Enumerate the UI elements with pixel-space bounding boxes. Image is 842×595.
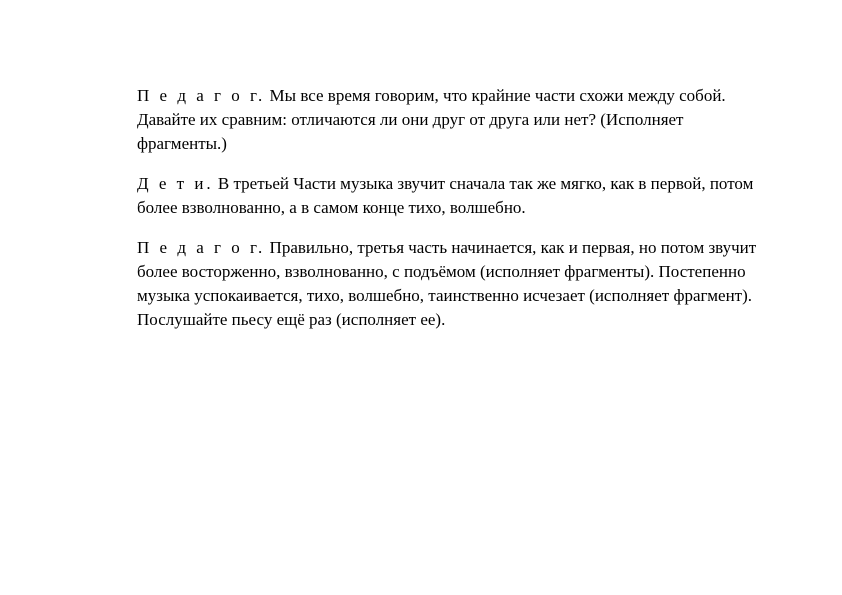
- speaker-label: П е д а г о г.: [137, 86, 266, 105]
- speaker-label: Д е т и.: [137, 174, 214, 193]
- paragraph-text: Правильно, третья часть начинается, как и первая, но потом звучит более восторженно, взволнованно, с подъёмом (исполняет фрагменты). Постепенно музыка успокаивается, тихо, волшебно, таинственно исчезает (исполняет фрагмент). Послушайте пьесу ещё раз (исполняет ее).: [137, 238, 757, 329]
- paragraph-teacher-2: [137, 236, 777, 332]
- document-page: [137, 84, 777, 348]
- paragraph-teacher-1: [137, 84, 777, 156]
- speaker-label: П е д а г о г.: [137, 238, 266, 257]
- paragraph-text: Мы все время говорим, что крайние части схожи между собой. Давайте их сравним: отличаются ли они друг от друга или нет? (Исполняет фрагменты.): [137, 86, 726, 153]
- paragraph-text: В третьей Части музыка звучит сначала так же мягко, как в первой, потом более взволнованно, а в самом конце тихо, волшебно.: [137, 174, 754, 217]
- paragraph-children: [137, 172, 777, 220]
